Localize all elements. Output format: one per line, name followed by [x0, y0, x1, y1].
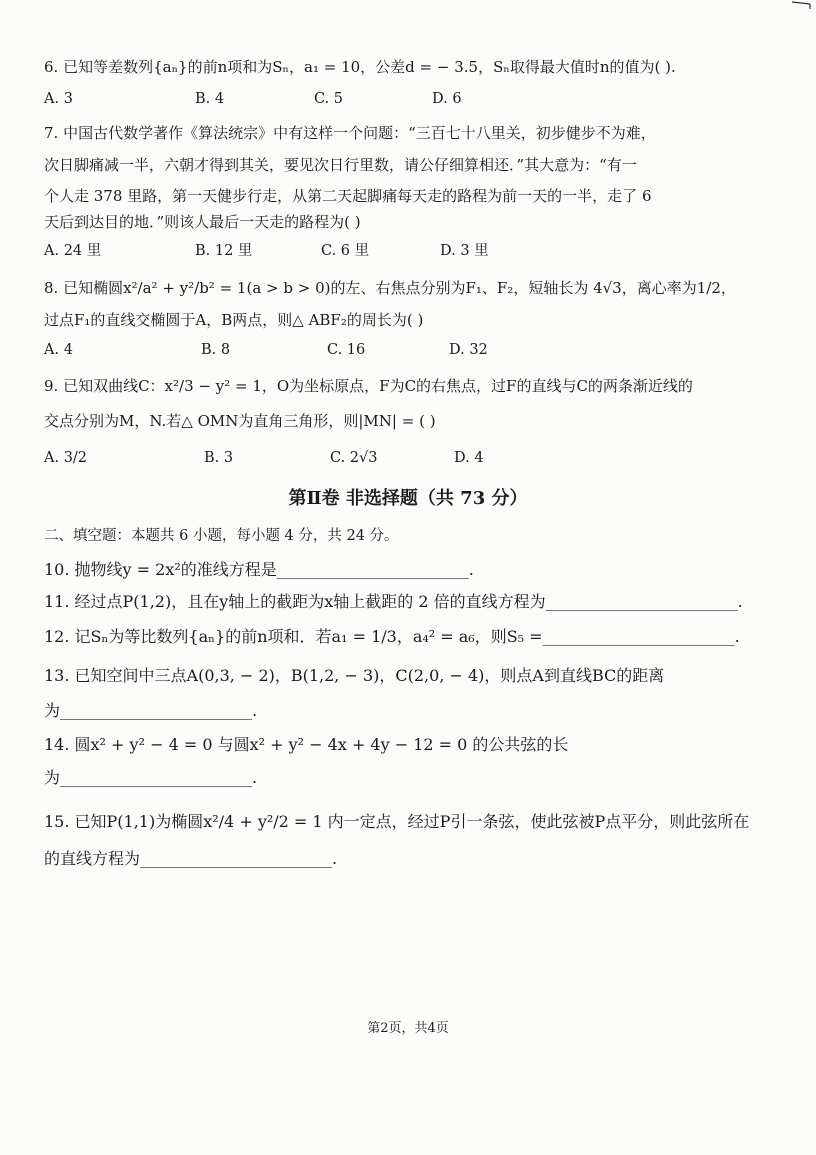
- question-9-line-2: 交点分别为M，N.若△ OMN为直角三角形，则|MN| = ( ): [44, 412, 436, 430]
- choice-a: A. 24 里: [44, 243, 102, 259]
- question-8-line-2: 过点F₁的直线交椭圆于A，B两点，则△ ABF₂的周长为( ): [44, 311, 424, 329]
- question-10: 10. 抛物线y = 2x²的准线方程是________________________.: [44, 560, 474, 579]
- question-8-choices: [44, 340, 756, 360]
- choice-d: D. 6: [432, 91, 462, 107]
- choice-a: A. 3/2: [44, 450, 88, 466]
- choice-c: C. 16: [327, 342, 366, 358]
- question-7-line-4: 天后到达目的地．”则该人最后一天走的路程为( ): [44, 213, 361, 231]
- question-15-line-1: 15. 已知P(1,1)为椭圆x²/4 + y²/2 = 1 内一定点，经过P引一条弦，使此弦被P点平分，则此弦所在: [44, 812, 750, 831]
- choice-b: B. 4: [195, 91, 225, 107]
- choice-c: C. 6 里: [321, 243, 370, 259]
- question-7-line-3: 个人走 378 里路，第一天健步行走，从第二天起脚痛每天走的路程为前一天的一半，走了 6: [44, 187, 652, 205]
- page-footer: 第2页，共4页: [367, 1021, 449, 1036]
- question-12: 12. 记Sₙ为等比数列{aₙ}的前n项和．若a₁ = 1/3，a₄² = a₆，则S₅ =________________________.: [44, 627, 740, 646]
- choice-a: A. 4: [44, 342, 73, 358]
- choice-b: B. 3: [204, 450, 234, 466]
- question-6-choices: [44, 89, 756, 109]
- fill-section-header: 二、填空题：本题共 6 小题，每小题 4 分，共 24 分。: [44, 528, 399, 544]
- choice-c: C. 5: [314, 91, 344, 107]
- choice-d: D. 3 里: [440, 243, 489, 259]
- choice-b: B. 12 里: [195, 243, 253, 259]
- question-13-line-2: 为________________________.: [44, 701, 258, 720]
- section-title: 第Ⅱ卷 非选择题（共 73 分）: [288, 488, 528, 509]
- question-13-line-1: 13. 已知空间中三点A(0,3, − 2)，B(1,2, − 3)，C(2,0, − 4)，则点A到直线BC的距离: [44, 666, 665, 685]
- question-6-stem: 6. 已知等差数列{aₙ}的前n项和为Sₙ，a₁ = 10，公差d = − 3.5，Sₙ取得最大值时n的值为( ).: [44, 58, 676, 76]
- choice-d: D. 32: [449, 342, 488, 358]
- choice-b: B. 8: [201, 342, 231, 358]
- question-15-line-2: 的直线方程为________________________.: [44, 849, 338, 868]
- choice-a: A. 3: [44, 91, 73, 107]
- choice-d: D. 4: [454, 450, 484, 466]
- question-7-line-2: 次日脚痛减一半，六朝才得到其关，要见次日行里数，请公仔细算相还．”其大意为：“有一: [44, 156, 637, 174]
- question-14-line-1: 14. 圆x² + y² − 4 = 0 与圆x² + y² − 4x + 4y − 12 = 0 的公共弦的长: [44, 735, 569, 754]
- question-8-line-1: 8. 已知椭圆x²/a² + y²/b² = 1(a > b > 0)的左、右焦点分别为F₁、F₂，短轴长为 4√3，离心率为1/2，: [44, 279, 736, 297]
- choice-c: C. 2√3: [330, 450, 378, 466]
- question-11: 11. 经过点P(1,2)，且在y轴上的截距为x轴上截距的 2 倍的直线方程为________________________.: [44, 592, 743, 611]
- question-7-choices: [44, 241, 756, 261]
- question-14-line-2: 为________________________.: [44, 768, 258, 787]
- question-9-line-1: 9. 已知双曲线C：x²/3 − y² = 1，O为坐标原点，F为C的右焦点，过F的直线与C的两条渐近线的: [44, 377, 693, 395]
- scan-corner-mark: [790, 0, 812, 10]
- question-7-line-1: 7. 中国古代数学著作《算法统宗》中有这样一个问题：“三百七十八里关，初步健步不为难，: [44, 124, 656, 142]
- question-9-choices: [44, 448, 756, 468]
